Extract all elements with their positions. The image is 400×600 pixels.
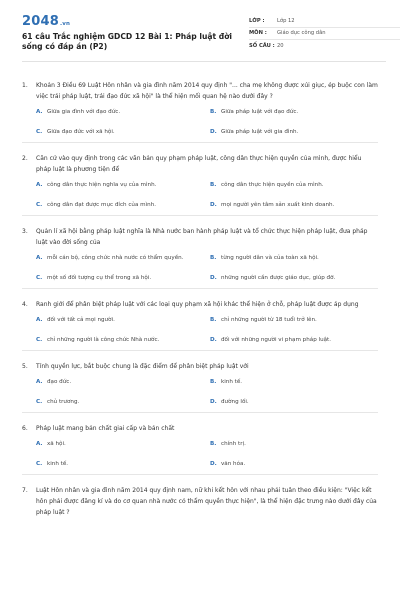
meta-row-subject [249,28,400,41]
answer-option[interactable] [36,434,208,454]
answer-option[interactable] [36,330,208,350]
option-text: kinh tế. [47,460,69,467]
option-text: đối với tất cả mọi người. [47,316,115,323]
option-letter: D. [210,274,217,281]
option-text: một số đối tượng cụ thể trong xã hội. [47,274,152,281]
meta-value: Giáo dục công dân [277,30,326,37]
answer-option[interactable] [210,372,382,392]
site-logo[interactable] [22,14,70,29]
option-text: mỗi cán bộ, công chức nhà nước có thẩm quyền. [47,254,184,261]
question-text: Pháp luật mang bản chất giai cấp và bản chất [36,425,175,432]
option-letter: A. [36,108,43,115]
meta-value: 20 [277,43,284,50]
question-text: Luật Hôn nhân và gia đình năm 2014 quy định nam, nữ khi kết hôn với nhau phải tuân theo điều kiện: "Việc kết hôn phải được đăng kí và do cơ quan nhà nước có thẩm quyền thực hiện", là thể hiện đặc trưng nào dưới đây của pháp luật ? [36,487,377,516]
answer-options [22,175,378,215]
page-header [22,0,386,62]
meta-key: MÔN : [249,30,267,37]
answer-option[interactable] [210,175,382,195]
option-text: công dân thực hiện quyền của mình. [221,181,324,188]
answer-options [22,434,378,474]
option-letter: B. [210,254,217,261]
answer-option[interactable] [36,392,208,412]
question-item [22,80,378,143]
option-text: Giữa pháp luật với gia đình. [221,128,299,135]
option-text: những người cần được giáo dục, giúp đỡ. [221,274,336,281]
option-text: Giữa gia đình với đạo đức. [47,108,121,115]
answer-option[interactable] [210,434,382,454]
option-letter: C. [36,336,43,343]
option-text: mọi người yên tâm sản xuất kinh doanh. [221,201,335,208]
question-number: 7. [22,487,28,494]
question-text: Quản lí xã hội bằng pháp luật nghĩa là Nhà nước ban hành pháp luật và tổ chức thực hiện pháp luật, đưa pháp luật vào đời sống của [36,228,368,246]
option-letter: D. [210,398,217,405]
question-item [22,153,378,216]
question-number: 6. [22,425,28,432]
option-letter: A. [36,254,43,261]
answer-option[interactable] [210,310,382,330]
answer-option[interactable] [36,102,208,122]
option-text: từng người dân và của toàn xã hội. [221,254,319,261]
option-letter: B. [210,378,217,385]
option-text: đạo đức. [47,378,72,385]
answer-option[interactable] [36,195,208,215]
answer-options [22,102,378,142]
question-stem [22,153,378,175]
question-number: 2. [22,155,28,162]
question-text: Khoản 3 Điều 69 Luật Hôn nhân và gia đình năm 2014 quy định "... cha mẹ không được xúi giục, ép buộc con làm việc trái pháp luật, trái đạo đức xã hội" là thể hiện mối quan hệ nào dưới đây ? [36,82,378,100]
question-item [22,299,378,351]
question-number: 4. [22,301,28,308]
question-item [22,361,378,413]
meta-row-class [249,15,400,28]
meta-value: Lớp 12 [277,17,295,24]
answer-option[interactable] [210,102,382,122]
answer-option[interactable] [210,330,382,350]
answer-option[interactable] [36,310,208,330]
option-letter: B. [210,108,217,115]
answer-option[interactable] [210,195,382,215]
option-letter: C. [36,460,43,467]
answer-option[interactable] [210,268,382,288]
question-stem [22,423,378,434]
answer-options [22,310,378,350]
option-text: chính trị. [221,440,246,447]
question-stem [22,361,378,372]
option-text: chỉ những người là công chức Nhà nước. [47,336,160,343]
option-text: kinh tế. [221,378,243,385]
answer-option[interactable] [210,454,382,474]
meta-row-question-count [249,40,400,53]
option-text: văn hóa. [221,460,246,467]
question-item [22,226,378,289]
question-number: 5. [22,363,28,370]
bottom-fade [0,586,400,600]
answer-option[interactable] [210,392,382,412]
option-text: đường lối. [221,398,249,405]
option-letter: B. [210,181,217,188]
question-number: 1. [22,82,28,89]
option-letter: A. [36,316,43,323]
option-letter: B. [210,440,217,447]
option-letter: C. [36,201,43,208]
answer-option[interactable] [36,248,208,268]
question-number: 3. [22,228,28,235]
question-stem [22,80,378,102]
meta-key: SỐ CÂU : [249,43,275,50]
answer-option[interactable] [36,268,208,288]
answer-option[interactable] [36,372,208,392]
option-text: công dân đạt được mục đích của mình. [47,201,157,208]
question-stem [22,226,378,248]
answer-option[interactable] [36,175,208,195]
answer-option[interactable] [210,122,382,142]
option-text: đối với những người vi phạm pháp luật. [221,336,332,343]
option-text: xã hội. [47,440,66,447]
option-letter: D. [210,201,217,208]
option-text: công dân thực hiện nghĩa vụ của mình. [47,181,157,188]
option-letter: C. [36,398,43,405]
option-letter: A. [36,181,43,188]
question-stem [22,299,378,310]
option-text: Giữa pháp luật với đạo đức. [221,108,299,115]
option-letter: A. [36,440,43,447]
option-letter: C. [36,128,43,135]
answer-option[interactable] [210,248,382,268]
option-letter: D. [210,128,217,135]
option-text: Giữa đạo đức với xã hội. [47,128,115,135]
meta-key: LỚP : [249,17,265,24]
quiz-meta-table [249,15,400,53]
option-letter: C. [36,274,43,281]
answer-options [22,372,378,412]
answer-options [22,248,378,288]
option-text: chủ trương. [47,398,80,405]
question-text: Tính quyền lực, bắt buộc chung là đặc điểm để phân biệt pháp luật với [36,363,249,370]
option-letter: D. [210,336,217,343]
question-item [22,485,378,518]
question-stem [22,485,378,518]
option-letter: A. [36,378,43,385]
question-text: Ranh giới để phân biệt pháp luật với các loại quy phạm xã hội khác thể hiện ở chỗ, pháp luật được áp dụng [36,301,359,308]
option-letter: D. [210,460,217,467]
page-title: 61 câu Trắc nghiệm GDCD 12 Bài 1: Pháp luật đời sống có đáp án (P2) [22,32,233,51]
answer-option[interactable] [36,122,208,142]
question-text: Căn cứ vào quy định trong các văn bản quy phạm pháp luật, công dân thực hiện quyền của mình, được hiểu pháp luật là phương tiện để [36,155,362,173]
logo-text: 2048 [22,14,59,29]
logo-suffix: .vn [59,21,71,27]
question-list [22,80,378,528]
option-letter: B. [210,316,217,323]
answer-option[interactable] [36,454,208,474]
question-item [22,423,378,475]
option-text: chỉ những người từ 18 tuổi trở lên. [221,316,317,323]
